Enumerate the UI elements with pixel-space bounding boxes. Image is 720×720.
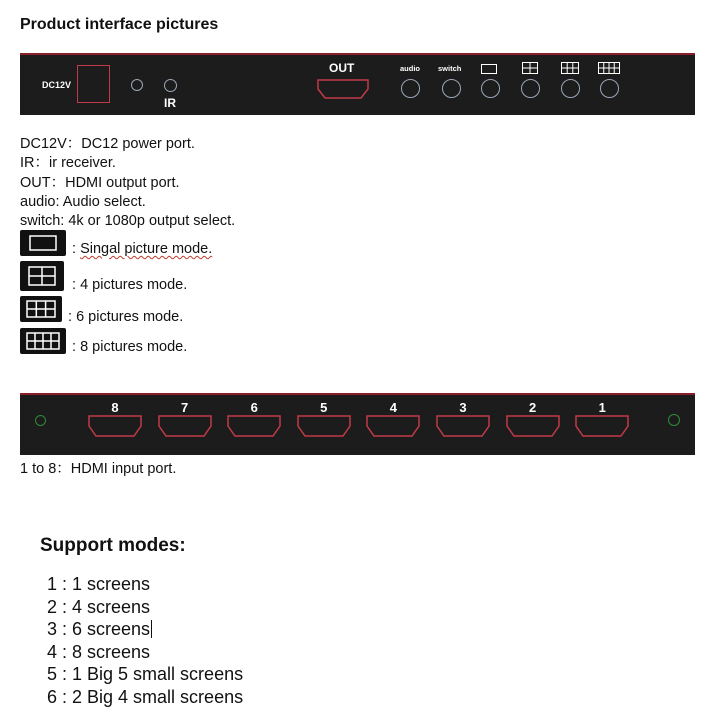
power-led-left xyxy=(35,415,46,426)
legend-prefix: : xyxy=(68,309,73,325)
legend-eight-icon-box xyxy=(20,328,66,354)
audio-button[interactable] xyxy=(401,79,420,98)
legend-prefix: : xyxy=(72,241,77,257)
list-item: 2 : 4 screens xyxy=(47,596,151,617)
hdmi-input-number: 8 xyxy=(111,400,119,415)
six-view-icon xyxy=(20,296,62,322)
front-panel xyxy=(20,393,695,455)
legend-quad-icon-box xyxy=(20,261,64,291)
hdmi-input-port xyxy=(575,415,629,437)
six-view-icon xyxy=(561,62,579,74)
hdmi-input-number: 6 xyxy=(250,400,258,415)
eight-view-icon xyxy=(20,328,66,354)
ir-label: IR xyxy=(164,96,176,110)
legend-single-icon-box xyxy=(20,230,66,256)
legend-eight-label: 8 pictures mode. xyxy=(80,339,188,355)
power-led-right xyxy=(668,414,680,426)
desc-ir-text: IR：ir receiver. xyxy=(20,155,116,171)
single-view-icon xyxy=(481,64,497,74)
quad-view-icon xyxy=(522,62,538,74)
dc-power-port xyxy=(77,65,110,103)
ir-receiver-lens xyxy=(131,79,143,91)
hdmi-input-number: 1 xyxy=(598,400,606,415)
single-mode-button[interactable] xyxy=(481,79,500,98)
out-label: OUT xyxy=(329,61,355,75)
legend-six-label: 6 pictures mode. xyxy=(76,309,184,325)
desc-dc12v: DC12V：DC12 power port. xyxy=(20,136,195,152)
legend-prefix: : xyxy=(72,339,77,355)
back-panel xyxy=(20,53,695,115)
legend-prefix: : xyxy=(72,277,77,293)
legend-single-label: Singal picture mode. xyxy=(80,241,213,257)
desc-ir xyxy=(20,154,116,173)
eight-view-icon xyxy=(598,62,620,74)
single-view-icon xyxy=(20,230,66,256)
hdmi-input-port xyxy=(506,415,560,437)
mode-text: 3 : 6 screens xyxy=(47,619,151,640)
switch-label: switch xyxy=(438,64,462,73)
text-cursor xyxy=(151,620,152,638)
hdmi-input-port xyxy=(88,415,142,437)
legend-six xyxy=(68,309,183,325)
hdmi-input-number: 7 xyxy=(180,400,189,415)
desc-switch: switch: 4k or 1080p output select. xyxy=(20,213,236,229)
audio-label: audio xyxy=(400,64,420,73)
ir-sensor xyxy=(164,79,177,92)
hdmi-input-port xyxy=(436,415,490,437)
hdmi-input-port xyxy=(366,415,420,437)
legend-eight xyxy=(72,339,187,355)
hdmi-input-number: 2 xyxy=(528,400,537,415)
hdmi-input-number: 3 xyxy=(459,400,467,415)
legend-quad xyxy=(72,277,187,293)
support-mode-list xyxy=(47,573,243,709)
list-item: 5 : 1 Big 5 small screens xyxy=(47,664,244,685)
hdmi-input-number: 4 xyxy=(389,400,397,415)
quad-mode-button[interactable] xyxy=(521,79,540,98)
list-item: 1 : 1 screens xyxy=(47,574,151,594)
switch-button[interactable] xyxy=(442,79,461,98)
list-item: 4 : 8 screens xyxy=(47,641,151,662)
legend-six-icon-box xyxy=(20,296,62,322)
hdmi-input-port xyxy=(227,415,281,437)
hdmi-input-port xyxy=(297,415,351,437)
legend-quad-label: 4 pictures mode. xyxy=(80,277,188,293)
eight-mode-button[interactable] xyxy=(600,79,619,98)
hdmi-output-port xyxy=(317,79,369,99)
list-item xyxy=(47,618,243,641)
quad-view-icon xyxy=(20,261,64,291)
hdmi-input-port xyxy=(158,415,212,437)
six-mode-button[interactable] xyxy=(561,79,580,98)
hdmi-input-number: 5 xyxy=(320,400,328,415)
page-title: Product interface pictures xyxy=(20,16,219,33)
desc-out: OUT：HDMI output port. xyxy=(20,175,180,191)
support-title: Support modes: xyxy=(40,535,186,556)
input-caption: 1 to 8：HDMI input port. xyxy=(20,461,177,477)
dc-label: DC12V xyxy=(42,80,72,90)
legend-single xyxy=(72,241,212,257)
list-item: 6 : 2 Big 4 small screens xyxy=(47,686,244,707)
desc-audio: audio: Audio select. xyxy=(20,194,146,210)
